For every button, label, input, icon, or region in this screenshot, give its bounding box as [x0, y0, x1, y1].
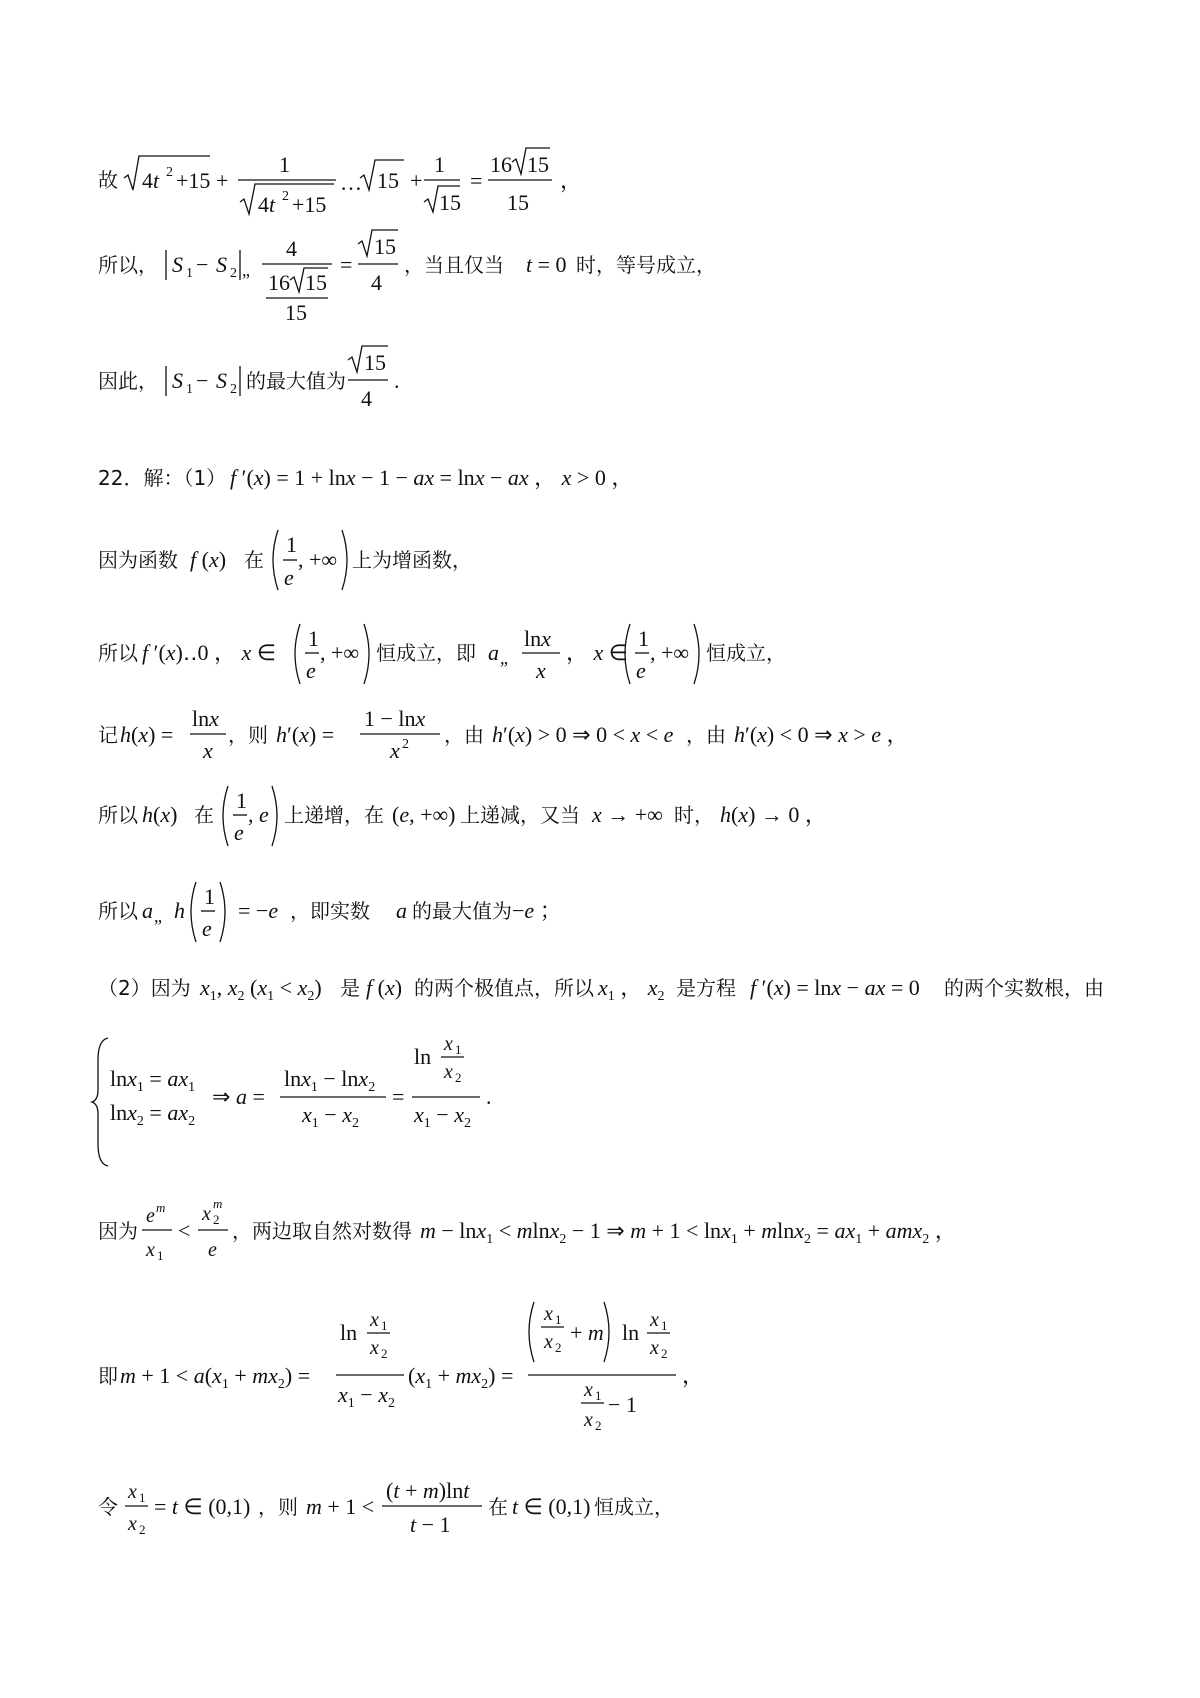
svg-text:= −e: = −e [238, 898, 279, 923]
svg-text:, +∞: , +∞ [650, 640, 690, 665]
text-liangge-gen: 的两个实数根，由 [944, 976, 1104, 1000]
svg-text:h(x): h(x) [142, 802, 178, 827]
svg-text:2: 2 [139, 1522, 146, 1537]
svg-text:.: . [486, 1084, 492, 1109]
line-10-math [98, 975, 1104, 1004]
svg-text:− 1: − 1 [608, 1392, 637, 1417]
svg-text:.: . [394, 368, 400, 393]
line-9-math [98, 882, 562, 942]
svg-text:x1 ， x2: $x_1$ ， $x_2$ [598, 975, 665, 1004]
svg-text:x: x [650, 1309, 659, 1331]
svg-text:15: 15 [285, 300, 307, 325]
svg-text:x: x [444, 1061, 453, 1083]
text-shi-deng: 时，等号成立， [576, 253, 716, 277]
line-8-math [98, 786, 827, 846]
svg-text:2: 2 [230, 266, 237, 281]
text-dangqie: ，当且仅当 [404, 253, 504, 277]
svg-text:S: S [172, 368, 183, 393]
svg-text:f (x): f (x) [190, 547, 227, 572]
line-14-math [98, 1478, 674, 1537]
svg-text:h: h [174, 898, 185, 923]
svg-text:4t: 4t [142, 168, 160, 193]
svg-text:h′(x) > 0 ⇒ 0 < x < e: h′(x) > 0 ⇒ 0 < x < e [492, 722, 674, 747]
svg-text:x: x [202, 1203, 211, 1225]
svg-text:, e: , e [248, 802, 269, 827]
svg-text:−e ；: −e ； [512, 898, 562, 923]
svg-text:， x ∈: ， x ∈ [566, 640, 628, 665]
svg-text:2: 2 [213, 1212, 220, 1227]
svg-text:15: 15 [507, 190, 529, 215]
svg-text:e: e [306, 658, 316, 683]
svg-text:lnx: lnx [524, 626, 551, 651]
text-de-zuida: 的最大值为 [246, 369, 346, 393]
line-11-math [92, 1033, 492, 1166]
svg-text:15: 15 [374, 234, 396, 259]
svg-text:1: 1 [455, 1042, 462, 1057]
svg-text:1: 1 [236, 788, 247, 813]
svg-text:x: x [370, 1337, 379, 1359]
svg-text:m − lnx1 < mlnx2 − 1 ⇒ m + 1 <: m − lnx$_1$ < mlnx$_2$ − 1 ⇒ $m + 1 < \ln x_1 + mlnx_2 = ax_1 + amx_2$ ， [420, 1218, 957, 1247]
svg-text:m: m [213, 1196, 223, 1211]
text-ji-shishu: ，即实数 [290, 899, 370, 923]
line-1-math [98, 148, 582, 217]
svg-text:2: 2 [230, 382, 237, 397]
text-yinwei-hanshu: 因为函数 [98, 548, 178, 572]
text-shi2: 是 [340, 976, 360, 1000]
svg-text:=: = [392, 1084, 405, 1109]
text-suoyi-2: 所以 [98, 803, 138, 827]
text-yinwei: 因为 [98, 1219, 138, 1243]
text-hengchengli: 恒成立， [594, 1495, 674, 1519]
text-suoyi-comma: 所以， [98, 253, 158, 277]
svg-text:…: … [340, 170, 362, 195]
text-heng-ji: 恒成立，即 [376, 641, 476, 665]
svg-text:x: x [544, 1303, 553, 1325]
svg-text:m + 1 <: m + 1 < [306, 1494, 375, 1519]
text-yinci: 因此， [98, 369, 158, 393]
svg-text:2: 2 [595, 1418, 602, 1433]
svg-text:x: x [128, 1481, 137, 1503]
svg-text:1: 1 [595, 1388, 602, 1403]
svg-text:t = 0: t = 0 [526, 252, 567, 277]
svg-text:S: S [172, 252, 183, 277]
svg-text:ln: ln [340, 1320, 358, 1345]
svg-text:, +∞: , +∞ [298, 547, 338, 572]
svg-text:x1 − x2: $x_1 - x_2$ [414, 1102, 471, 1131]
svg-text:x: x [370, 1309, 379, 1331]
svg-text:x: x [544, 1331, 553, 1353]
svg-text:S: S [216, 368, 227, 393]
text-liangbian: ，两边取自然对数得 [232, 1219, 412, 1243]
text-ze: ，则 [228, 723, 268, 747]
svg-text:<: < [178, 1218, 191, 1243]
svg-text:1: 1 [286, 532, 297, 557]
svg-text:e: e [146, 1205, 155, 1227]
svg-text:S: S [216, 252, 227, 277]
text-ji2: 即 [98, 1364, 118, 1388]
svg-text:ln: ln [414, 1044, 432, 1069]
svg-text:2: 2 [166, 165, 173, 180]
text-zai-2: 在 [194, 803, 214, 827]
text-ling: 令 [98, 1495, 118, 1519]
svg-text:=: = [340, 252, 353, 277]
svg-text:ln: ln [622, 1320, 640, 1345]
line-6-math [98, 624, 786, 684]
svg-text:1: 1 [308, 626, 319, 651]
svg-text:+ m: + m [570, 1320, 604, 1345]
svg-text:, +∞: , +∞ [320, 640, 360, 665]
svg-text:1: 1 [157, 1248, 164, 1263]
svg-text:1 − lnx: 1 − lnx [364, 706, 426, 731]
text-q22: 22．解：（1） [98, 466, 227, 490]
svg-text:−: − [196, 368, 209, 393]
svg-text:„: „ [154, 906, 162, 926]
svg-text:h(x) =: h(x) = [120, 722, 174, 747]
svg-text:e: e [234, 820, 244, 845]
text-suoyi: 所以 [98, 641, 138, 665]
svg-text:⇒ a =: ⇒ a = [212, 1084, 265, 1109]
svg-text:16: 16 [268, 270, 290, 295]
line-12-math [98, 1196, 957, 1263]
svg-text:e: e [208, 1239, 217, 1261]
text-q2-yinwei: （2）因为 [98, 976, 191, 1000]
svg-text:h(x) → 0 ，: h(x) → 0 ， [720, 802, 827, 827]
svg-text:„: „ [242, 260, 250, 280]
svg-text:1: 1 [204, 884, 215, 909]
svg-text:4: 4 [286, 236, 297, 261]
svg-text:lnx: lnx [192, 706, 219, 731]
svg-text:16: 16 [490, 152, 512, 177]
svg-text:2: 2 [555, 1340, 562, 1355]
svg-text:a: a [396, 898, 407, 923]
svg-text:lnx2 = ax2: $\ln x_2 = ax_2$ [110, 1100, 196, 1129]
text-liangge-jizhi: 的两个极值点，所以 [414, 976, 594, 1000]
svg-text:e: e [284, 565, 294, 590]
svg-text:(x1 + mx2) =: $(x_1 + mx_2)$ = [408, 1363, 514, 1392]
line-4-math [98, 465, 633, 491]
svg-text:1: 1 [661, 1318, 668, 1333]
svg-text:x: x [203, 738, 213, 763]
svg-text:(t + m)lnt: (t + m)lnt [386, 1478, 470, 1503]
text-shang-dizeng: 上递增，在 [284, 803, 384, 827]
text-zai: 在 [244, 548, 264, 572]
svg-text:lnx1 − lnx2: lnx$_1$ − lnx$_2$ [284, 1066, 376, 1095]
text-ze2: ，则 [258, 1495, 298, 1519]
svg-text:+: + [216, 168, 229, 193]
svg-text:1: 1 [139, 1490, 146, 1505]
svg-text:x: x [584, 1379, 593, 1401]
svg-text:1: 1 [638, 626, 649, 651]
svg-text:+15: +15 [176, 168, 211, 193]
svg-text:f ′(x) = lnx − ax = 0: f ′(x) = lnx − ax = 0 [750, 975, 920, 1000]
line-7-math [98, 706, 909, 763]
text-ji: 记 [98, 723, 118, 747]
svg-text:2: 2 [402, 737, 409, 752]
text-shang-zeng: 上为增函数， [352, 548, 472, 572]
svg-text:+: + [410, 168, 423, 193]
svg-text:，: ， [682, 1363, 705, 1388]
svg-text:2: 2 [661, 1346, 668, 1361]
svg-text:4: 4 [371, 270, 382, 295]
svg-text:1: 1 [186, 382, 193, 397]
svg-text:x: x [650, 1337, 659, 1359]
svg-text:2: 2 [282, 189, 289, 204]
svg-text:m + 1 < a(x1 + mx2) =: $m + 1 < a(x_1 + mx_2)$ = [120, 1363, 311, 1392]
svg-text:m: m [156, 1200, 166, 1215]
svg-text:a: a [142, 898, 153, 923]
svg-text:x1 − x2: $x_1 - x_2$ [302, 1102, 359, 1131]
svg-text:a: a [488, 640, 499, 665]
svg-text:h′(x) =: h′(x) = [276, 722, 335, 747]
svg-text:(e, +∞): (e, +∞) [392, 802, 456, 827]
line-3-math [98, 346, 400, 411]
svg-text:x → +∞: x → +∞ [592, 802, 663, 827]
svg-text:x1 − x2: $x_1 - x_2$ [338, 1382, 395, 1411]
svg-text:e: e [202, 916, 212, 941]
svg-text:15: 15 [527, 152, 549, 177]
svg-text:„: „ [500, 648, 508, 668]
svg-text:f ′(x)‥0 ， x ∈: f ′(x)‥0 ， x ∈ [142, 640, 276, 665]
svg-text:2: 2 [455, 1070, 462, 1085]
svg-text:−: − [196, 252, 209, 277]
svg-text:4: 4 [361, 386, 372, 411]
svg-text:x: x [536, 658, 546, 683]
svg-text:15: 15 [439, 190, 461, 215]
text-you: ，由 [444, 723, 484, 747]
svg-text:15: 15 [364, 350, 386, 375]
text-shi: 时， [674, 803, 714, 827]
svg-text:x: x [444, 1033, 453, 1055]
text-de-zuida-2: 的最大值为 [412, 899, 512, 923]
line-13-math [98, 1302, 704, 1433]
text-suoyi-3: 所以 [98, 899, 138, 923]
svg-text:1: 1 [434, 152, 445, 177]
text-shang-dijian: 上递减，又当 [460, 803, 580, 827]
svg-text:= t ∈ (0,1): = t ∈ (0,1) [154, 1494, 251, 1519]
svg-text:h′(x) < 0 ⇒ x > e ，: h′(x) < 0 ⇒ x > e ， [734, 722, 909, 747]
text-zai3: 在 [488, 1495, 508, 1519]
svg-text:15: 15 [377, 168, 399, 193]
svg-text:=: = [470, 168, 483, 193]
svg-text:f (x): f (x) [366, 975, 403, 1000]
svg-text:t ∈ (0,1): t ∈ (0,1) [512, 1494, 591, 1519]
svg-text:x: x [128, 1513, 137, 1535]
svg-text:1: 1 [279, 152, 290, 177]
svg-text:2: 2 [381, 1346, 388, 1361]
svg-text:，: ， [560, 168, 583, 193]
line-5-math [98, 530, 472, 590]
svg-text:x: x [146, 1239, 155, 1261]
text-you-2: ，由 [686, 723, 726, 747]
text-gu: 故 [98, 168, 118, 192]
svg-text:1: 1 [555, 1312, 562, 1327]
svg-text:15: 15 [305, 270, 327, 295]
text-heng: 恒成立， [706, 641, 786, 665]
svg-text:4t: 4t [258, 192, 276, 217]
svg-text:lnx1 = ax1: $\ln x_1 = ax_1$ [110, 1066, 196, 1095]
text-shi-fangcheng: 是方程 [676, 976, 736, 1000]
svg-text:e: e [636, 658, 646, 683]
svg-text:f ′(x) = 1 + lnx − 1 − ax = ln: f ′(x) = 1 + lnx − 1 − ax = lnx − ax ， x > 0 ， [230, 465, 634, 490]
svg-text:t − 1: t − 1 [410, 1512, 451, 1537]
line-2-math [98, 230, 716, 325]
svg-text:1: 1 [381, 1318, 388, 1333]
svg-text:+15: +15 [292, 192, 327, 217]
svg-text:1: 1 [186, 266, 193, 281]
svg-text:x: x [584, 1409, 593, 1431]
svg-text:x1, x2 (x1 < x2): $x_1$, $x_2$ $(x_1 < x_2)$ [200, 975, 322, 1004]
svg-text:x: x [390, 738, 400, 763]
